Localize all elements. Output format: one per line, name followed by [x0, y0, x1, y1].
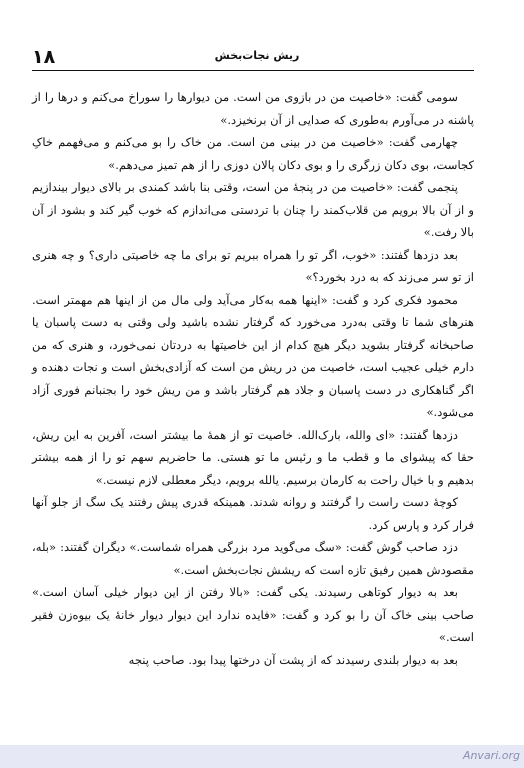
- page-body: [32, 86, 474, 671]
- page-number: ۱۸: [32, 46, 56, 68]
- paragraph: سومی گفت: «خاصیت من در بازوی من است. من دیوارها را سوراخ می‌کنم و درها را از پاشنه در می‌آورم به‌طوری که صدایی از آن برنخیزد.»: [32, 90, 474, 127]
- paragraph: پنجمی گفت: «خاصیت من در پنجهٔ من است، وقتی بنا باشد کمندی بر بالای دیوار بیندازیم و از آن بالا برویم من قلاب‌کمند را چنان با تردستی می‌اندازم که خوب گیر کند و بشود از آن بالا رفت.»: [32, 180, 474, 239]
- paragraph: کوچهٔ دست راست را گرفتند و روانه شدند. همینکه قدری پیش رفتند یک سگ از جلو آنها فرار کرد و پارس کرد.: [32, 495, 474, 532]
- watermark: Anvari.org: [462, 749, 520, 762]
- paragraph: بعد دزدها گفتند: «خوب، اگر تو را همراه ببریم تو برای ما چه خاصیتی داری؟ و چه هنری از تو سر می‌زند که به درد بخورد؟»: [32, 247, 474, 284]
- paragraph: بعد به دیوار کوتاهی رسیدند. یکی گفت: «بالا رفتن از این دیوار خیلی آسان است.» صاحب بینی خاک آن را بو کرد و گفت: «فایده ندارد این دیوار دیوار خانهٔ یک بیوه‌زن فقیر است.»: [32, 585, 474, 644]
- paragraph: دزد صاحب گوش گفت: «سگ می‌گوید مرد بزرگی همراه شماست.» دیگران گفتند: «بله، مقصودش همین رفیق تازه است که ریشش نجات‌بخش است.»: [32, 540, 474, 577]
- footer-band: [0, 745, 524, 768]
- page-header: [32, 46, 474, 72]
- running-title: ریش نجات‌بخش: [214, 49, 300, 62]
- paragraph: چهارمی گفت: «خاصیت من در بینی من است. من خاک را بو می‌کنم و می‌فهمم خاکِ کجاست، بوی دکان زرگری را و بوی دکان پالان دوزی را از هم تمیز می‌دهم.»: [32, 135, 474, 172]
- paragraph: دزدها گفتند: «ای والله، بارک‌الله. خاصیت تو از همهٔ ما بیشتر است، آفرین به این ریش، حقا که پیشوای ما و قطب ما و رئیس ما تو هستی. ما حاضریم سهم تو را از همه بیشتر بدهیم و با خیال راحت به کارمان برسیم. یالله برویم، دیگر معطلی لازم نیست.»: [32, 427, 474, 487]
- paragraph: بعد به دیوار بلندی رسیدند که از پشت آن درختها پیدا بود. صاحب پنجه: [128, 652, 458, 667]
- header-rule: [32, 70, 474, 71]
- paragraph: محمود فکری کرد و گفت: «اینها همه به‌کار می‌آید ولی مال من از اینها هم مهمتر است. هنرهای شما تا وقتی به‌درد می‌خورد که گرفتار نشده باشید ولی وقتی به دست پاسبان یا صاحبخانه گرفتار بشوید دیگر هیچ کدام از این خاصیتها به دردتان نمی‌خورد، و هنری که من دارم خیلی عجیب است، خاصیت من در ریش من است که آزادی‌بخش است و نجات دهنده و اگر گناهکاری در دست پاسبان و جلاد هم گرفتار باشد و من ریش خود را بجنبانم فوری آزاد می‌شود.»: [32, 292, 474, 419]
